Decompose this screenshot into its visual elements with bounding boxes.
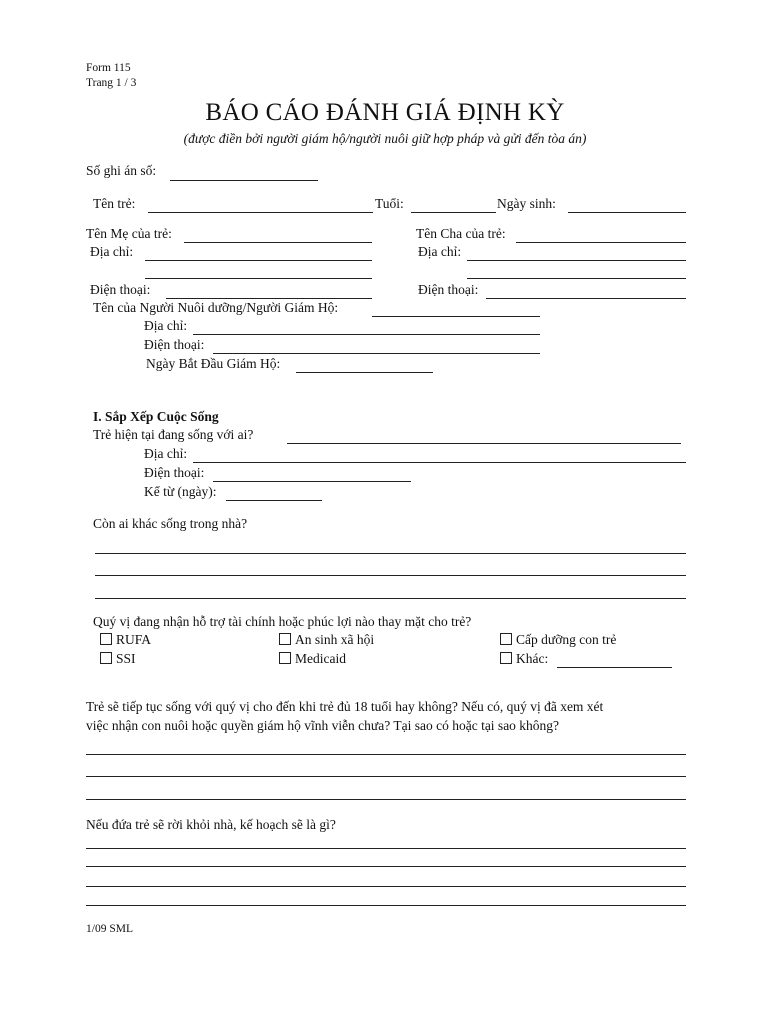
leave-home-answer-line[interactable] — [86, 886, 686, 887]
until-18-answer-line[interactable] — [86, 776, 686, 777]
guardian-start-field[interactable] — [296, 372, 433, 373]
option-child-support[interactable]: Cấp dưỡng con trẻ — [500, 632, 616, 648]
option-other[interactable]: Khác: — [500, 651, 548, 667]
guardian-start-label: Ngày Bắt Đầu Giám Hộ: — [146, 356, 281, 371]
mother-name-label: Tên Mẹ của trẻ: — [86, 226, 172, 241]
case-number-label: Số ghi án số: — [86, 163, 157, 178]
father-name-field[interactable] — [516, 242, 686, 243]
checkbox-icon[interactable] — [500, 652, 512, 664]
father-phone-label: Điện thoại: — [418, 282, 479, 297]
father-name-label: Tên Cha của trẻ: — [416, 226, 506, 241]
checkbox-icon[interactable] — [500, 633, 512, 645]
checkbox-icon[interactable] — [279, 633, 291, 645]
support-question: Quý vị đang nhận hỗ trợ tài chính hoặc phúc lợi nào thay mặt cho trẻ? — [93, 614, 472, 629]
section-heading: I. Sắp Xếp Cuộc Sống — [93, 409, 219, 424]
page-indicator: Trang 1 / 3 — [86, 77, 137, 89]
since-label: Kể từ (ngày): — [144, 484, 217, 499]
checkbox-icon[interactable] — [100, 633, 112, 645]
dob-label: Ngày sinh: — [497, 196, 556, 211]
mother-address-field[interactable] — [145, 260, 372, 261]
leave-home-answer-line[interactable] — [86, 848, 686, 849]
option-ssi[interactable]: SSI — [100, 651, 136, 667]
others-answer-line[interactable] — [95, 553, 686, 554]
other-support-field[interactable] — [557, 667, 672, 668]
document-subtitle: (được điền bởi người giám hộ/người nuôi giữ hợp pháp và gửi đến tòa án) — [183, 131, 587, 146]
child-name-field[interactable] — [148, 212, 373, 213]
live-with-phone-label: Điện thoại: — [144, 465, 205, 480]
father-address-field-2[interactable] — [467, 278, 686, 279]
form-number: Form 115 — [86, 62, 131, 74]
mother-address-label: Địa chỉ: — [90, 244, 134, 259]
checkbox-icon[interactable] — [100, 652, 112, 664]
footer-code: 1/09 SML — [86, 923, 133, 935]
guardian-phone-field[interactable] — [213, 353, 540, 354]
others-answer-line[interactable] — [95, 598, 686, 599]
option-medicaid[interactable]: Medicaid — [279, 651, 346, 667]
mother-phone-field[interactable] — [166, 298, 372, 299]
document-title: BÁO CÁO ĐÁNH GIÁ ĐỊNH KỲ — [205, 99, 565, 126]
since-field[interactable] — [226, 500, 322, 501]
age-field[interactable] — [411, 212, 496, 213]
live-with-address-field[interactable] — [193, 462, 686, 463]
until-18-question-line2: việc nhận con nuôi hoặc quyền giám hộ vĩnh viễn chưa? Tại sao có hoặc tại sao không? — [86, 718, 560, 733]
mother-phone-label: Điện thoại: — [90, 282, 151, 297]
case-number-field[interactable] — [170, 180, 318, 181]
age-label: Tuổi: — [375, 196, 404, 211]
guardian-phone-label: Điện thoại: — [144, 337, 205, 352]
father-phone-field[interactable] — [486, 298, 686, 299]
leave-home-question: Nếu đứa trẻ sẽ rời khỏi nhà, kế hoạch sẽ là gì? — [86, 817, 336, 832]
child-name-label: Tên trẻ: — [93, 196, 136, 211]
until-18-answer-line[interactable] — [86, 754, 686, 755]
guardian-address-label: Địa chỉ: — [144, 318, 188, 333]
live-with-question: Trẻ hiện tại đang sống với ai? — [93, 427, 254, 442]
others-answer-line[interactable] — [95, 575, 686, 576]
live-with-phone-field[interactable] — [213, 481, 411, 482]
guardian-address-field[interactable] — [193, 334, 540, 335]
others-question: Còn ai khác sống trong nhà? — [93, 516, 248, 531]
father-address-label: Địa chỉ: — [418, 244, 462, 259]
checkbox-icon[interactable] — [279, 652, 291, 664]
option-rufa[interactable]: RUFA — [100, 632, 151, 648]
leave-home-answer-line[interactable] — [86, 866, 686, 867]
guardian-name-label: Tên của Người Nuôi dưỡng/Người Giám Hộ: — [93, 300, 339, 315]
until-18-question-line1: Trẻ sẽ tiếp tục sống với quý vị cho đến khi trẻ đủ 18 tuổi hay không? Nếu có, quý vị đã xem xét — [86, 699, 604, 714]
father-address-field[interactable] — [467, 260, 686, 261]
mother-address-field-2[interactable] — [145, 278, 372, 279]
option-social-security[interactable]: An sinh xã hội — [279, 632, 374, 648]
until-18-answer-line[interactable] — [86, 799, 686, 800]
dob-field[interactable] — [568, 212, 686, 213]
live-with-field[interactable] — [287, 443, 681, 444]
leave-home-answer-line[interactable] — [86, 905, 686, 906]
mother-name-field[interactable] — [184, 242, 372, 243]
live-with-address-label: Địa chỉ: — [144, 446, 188, 461]
guardian-name-field[interactable] — [372, 316, 540, 317]
